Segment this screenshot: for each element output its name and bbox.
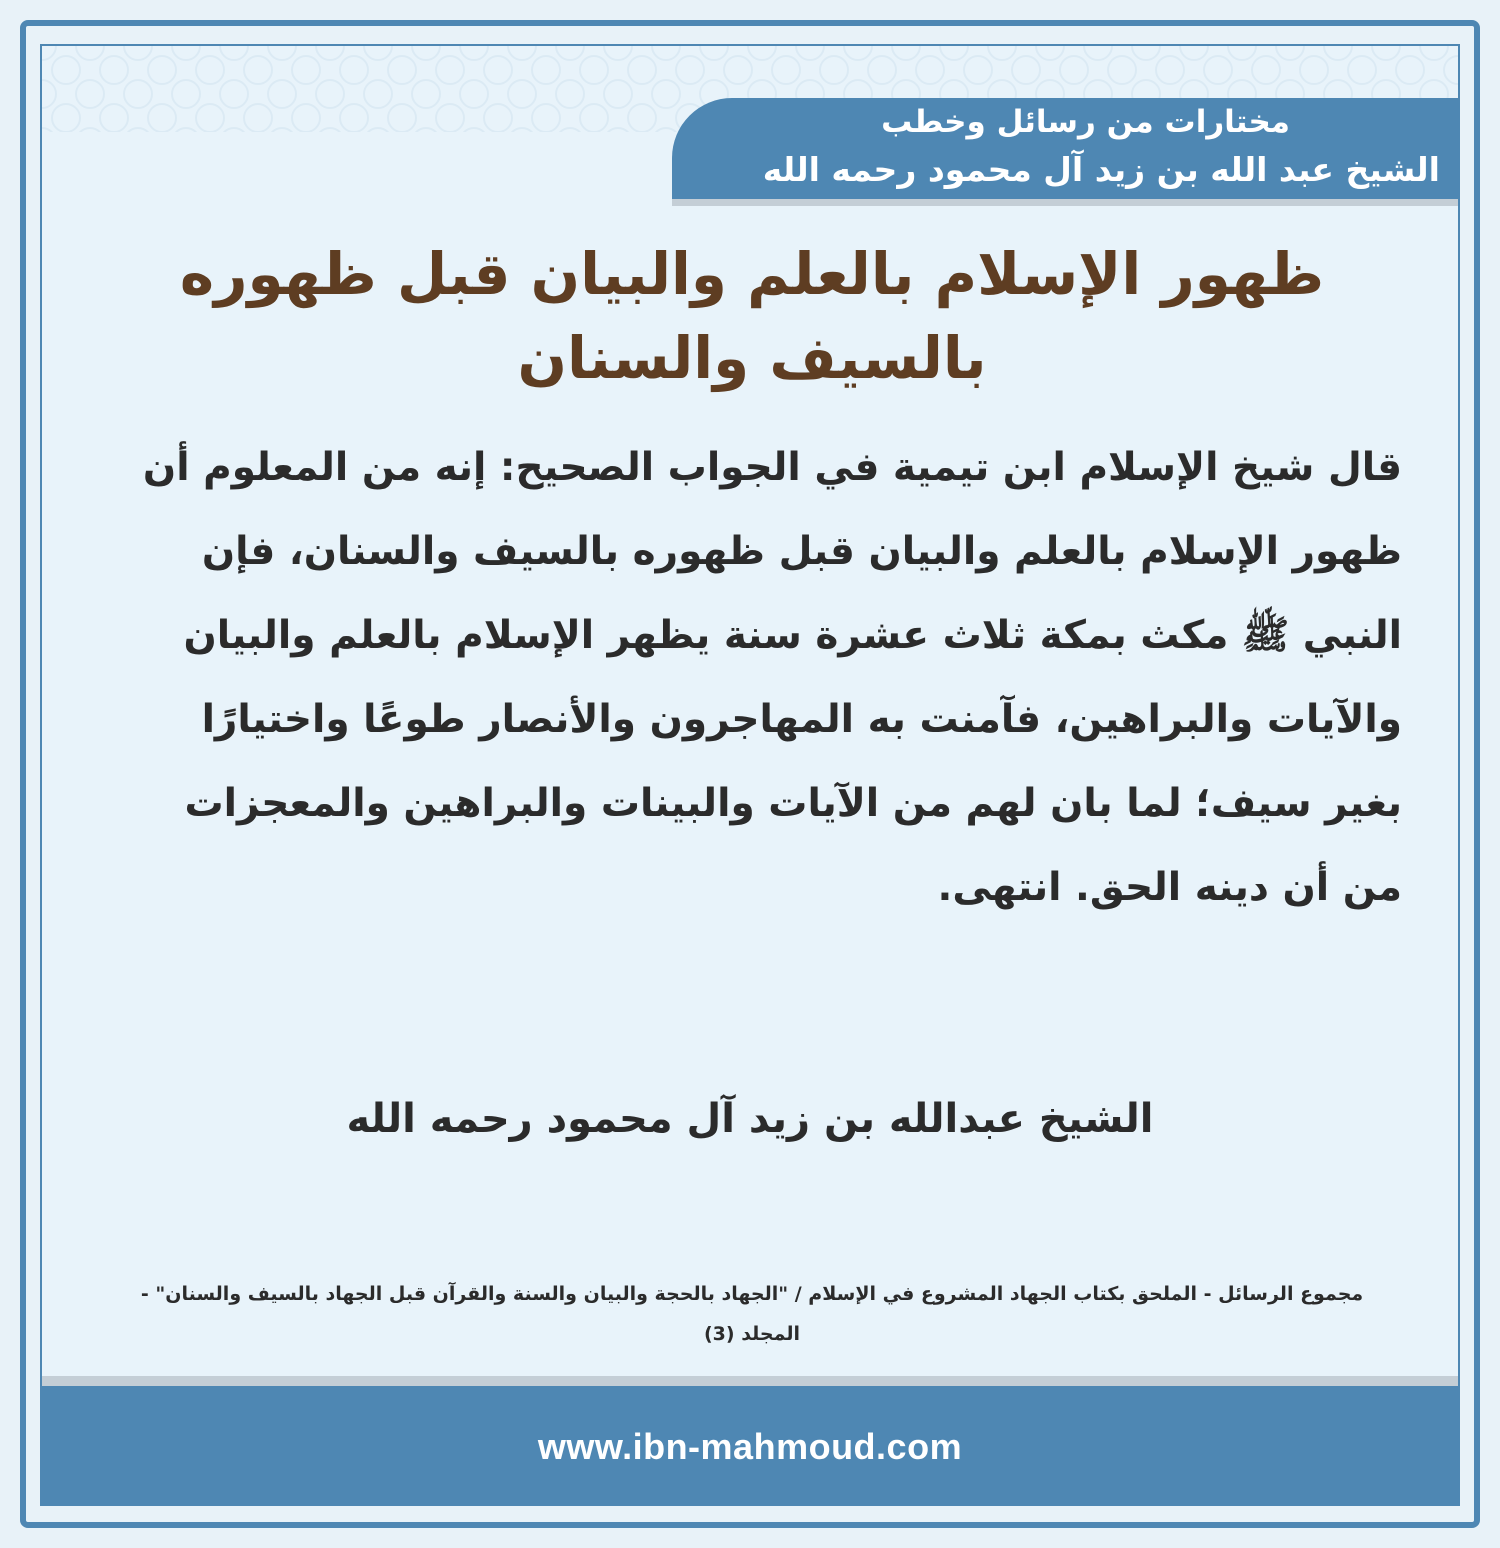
- author-name: الشيخ عبدالله بن زيد آل محمود رحمه الله: [346, 1096, 1154, 1142]
- quote-text: قال شيخ الإسلام ابن تيمية في الجواب الصحيح: إنه من المعلوم أن ظهور الإسلام بالعلم والبيان قبل ظهوره بالسيف والسنان، فإن النبي ﷺ مكث بمكة ثلاث عشرة سنة يظهر الإسلام بالعلم والبيان والآيات والبراهين، فآمنت به المهاجرون والأنصار طوعًا واختيارًا بغير سيف؛ لما بان لهم من الآيات والبينات والبراهين والمعجزات من أن دينه الحق. انتهى.: [142, 445, 1402, 910]
- footer-divider: [42, 1376, 1458, 1386]
- series-title: مختارات من رسائل وخطب: [881, 104, 1290, 140]
- series-header: [672, 98, 1458, 206]
- series-author: الشيخ عبد الله بن زيد آل محمود رحمه الله: [762, 150, 1440, 189]
- page-title: ظهور الإسلام بالعلم والبيان قبل ظهوره بالسيف والسنان: [179, 240, 1325, 392]
- footer-bar: [42, 1386, 1458, 1506]
- website-link[interactable]: www.ibn-mahmoud.com: [537, 1426, 963, 1467]
- card: [40, 44, 1460, 1506]
- source-citation: مجموع الرسائل - الملحق بكتاب الجهاد المشروع في الإسلام / "الجهاد بالحجة والبيان والسنة والقرآن قبل الجهاد بالسيف والسنان" - المجلد (3): [140, 1283, 1364, 1345]
